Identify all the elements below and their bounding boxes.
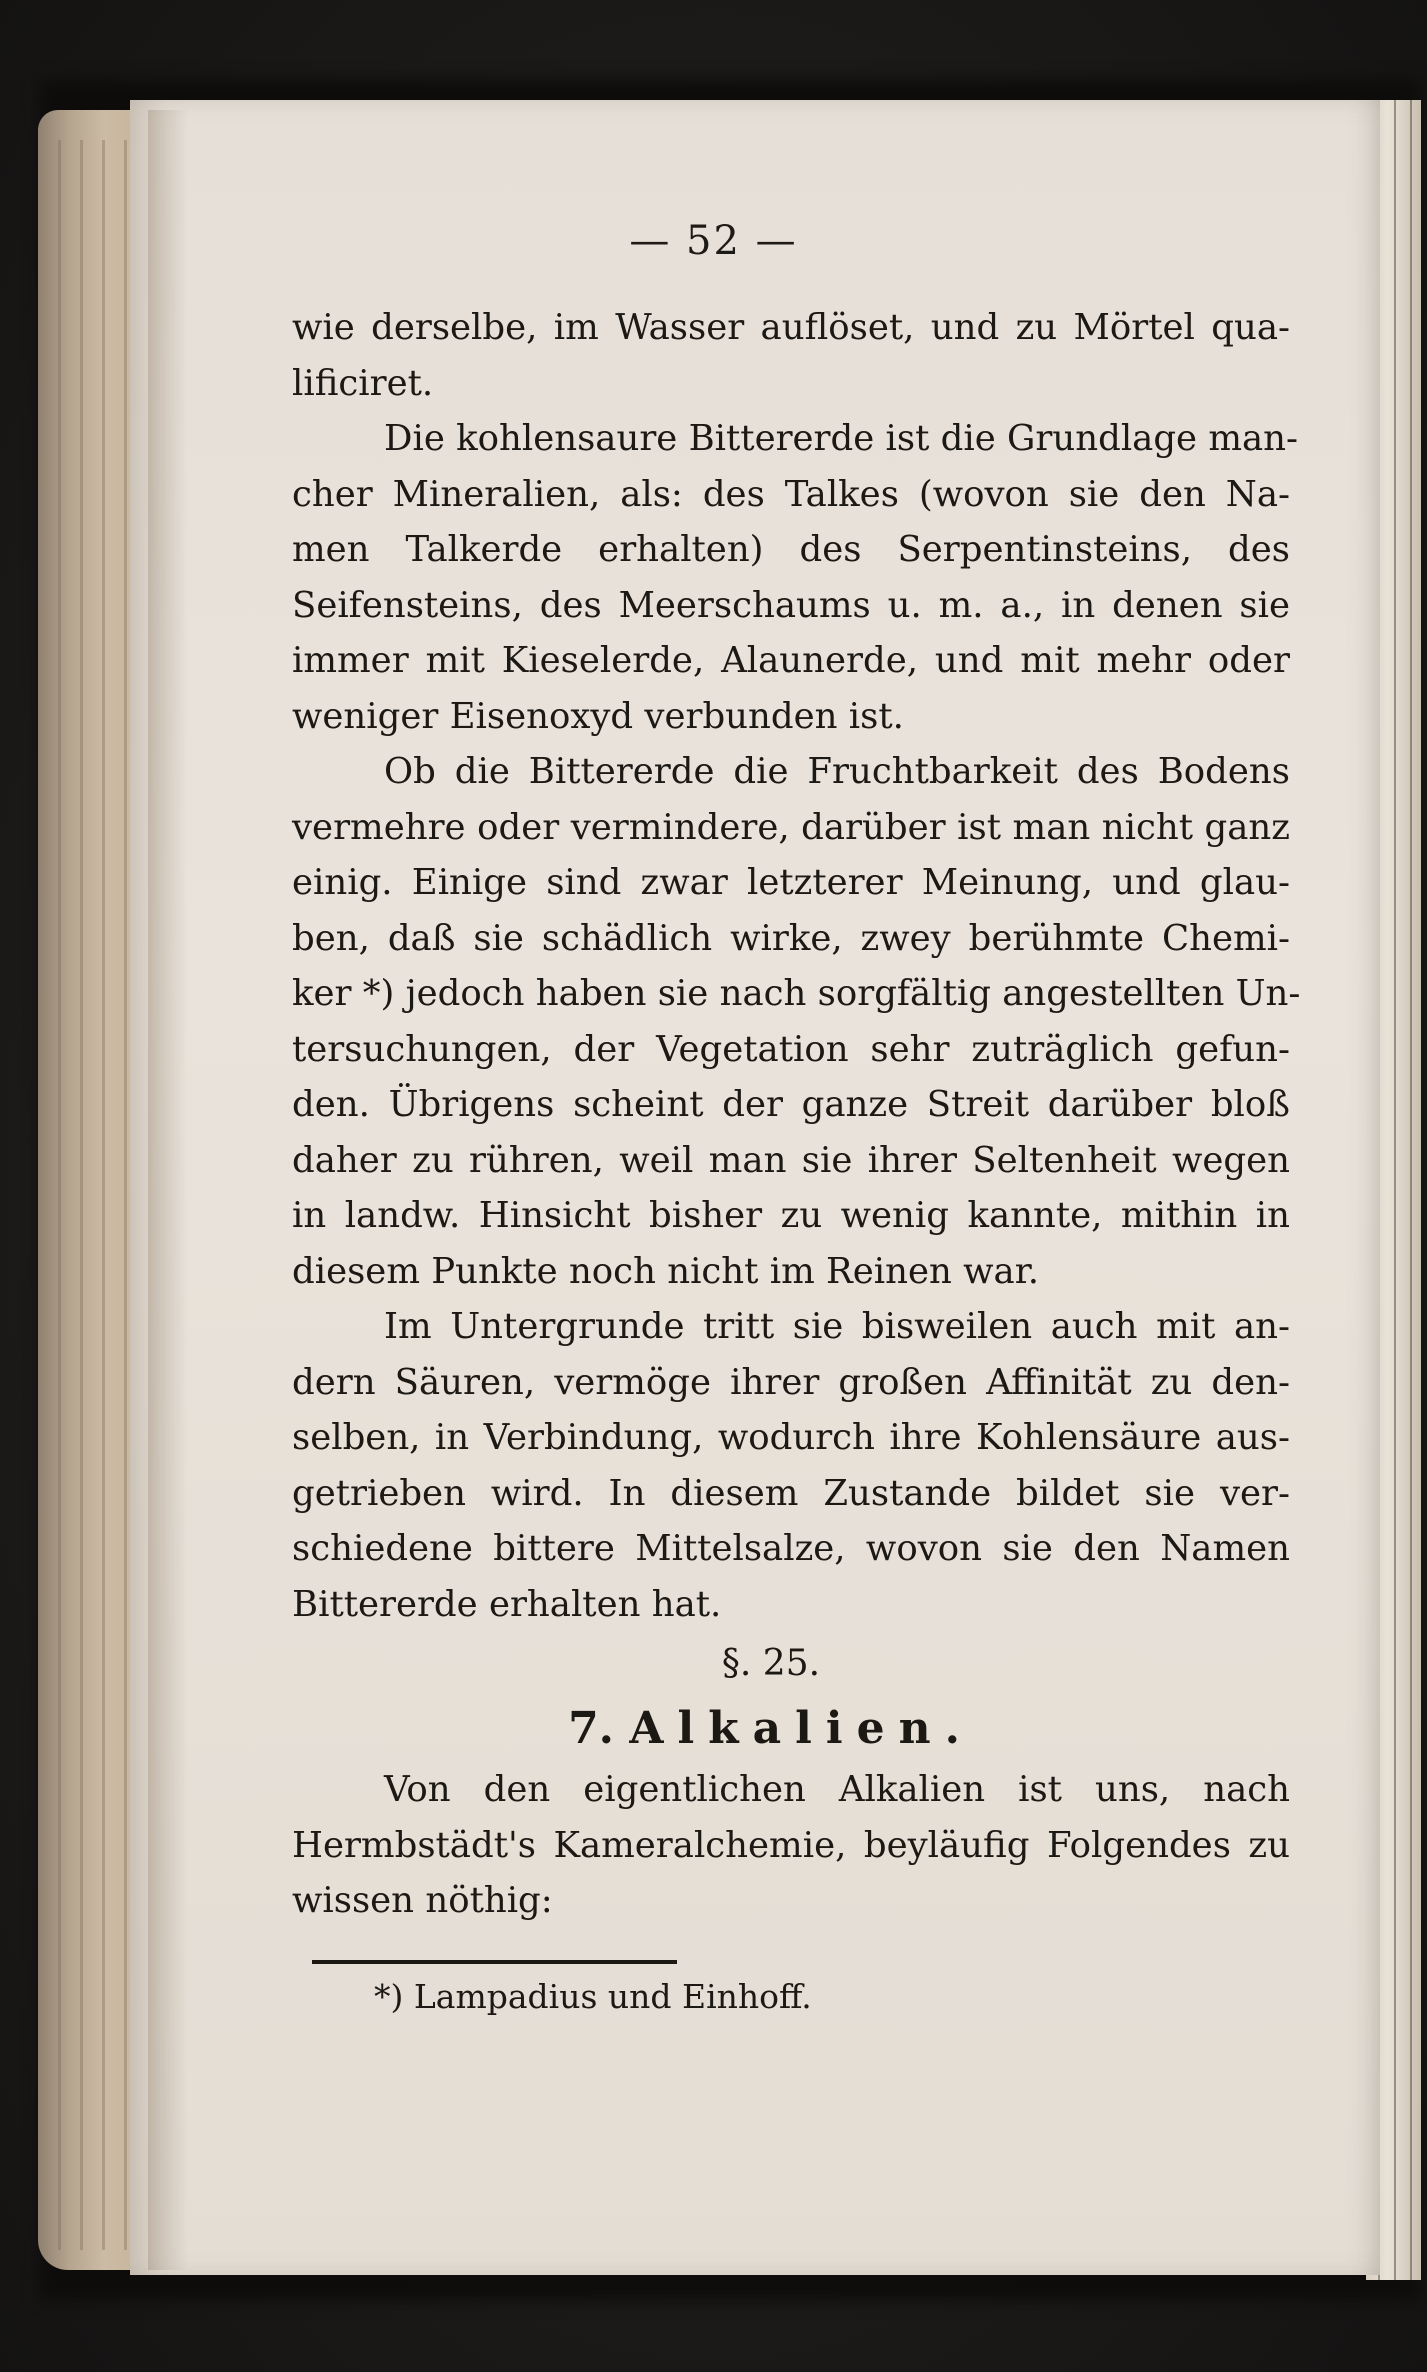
text-line: weniger Eisenoxyd verbunden ist.	[292, 695, 904, 737]
text-line: Ob die Bittererde die Fruchtbarkeit des Bodens	[384, 751, 1290, 792]
text-line: ben, daß sie schädlich wirke, zwey berühmte Chemi-	[292, 917, 1290, 959]
page-body	[292, 300, 1301, 1929]
text-line: Hermbstädt's Kameralchemie, beyläufig Folgendes zu	[292, 1824, 1290, 1866]
footnote: *) Lampadius und Einhoff.	[374, 1977, 812, 2016]
page-gutter-shadow	[148, 110, 188, 2270]
text-line: Im Untergrunde tritt sie bisweilen auch mit an-	[384, 1306, 1290, 1347]
text-line: wie derselbe, im Wasser auflöset, und zu Mörtel qua-	[292, 307, 1290, 348]
text-line: daher zu rühren, weil man sie ihrer Seltenheit wegen	[292, 1139, 1290, 1181]
text-line: in landw. Hinsicht bisher zu wenig kannte, mithin in	[292, 1195, 1290, 1236]
section-number: §. 25.	[721, 1643, 821, 1684]
text-line: lificiret.	[292, 362, 434, 404]
text-line: selben, in Verbindung, wodurch ihre Kohlensäure aus-	[292, 1417, 1290, 1458]
footnote-divider	[312, 1960, 677, 1964]
text-line: men Talkerde erhalten) des Serpentinsteins, des	[292, 529, 1290, 570]
text-line: diesem Punkte noch nicht im Reinen war.	[292, 1250, 1040, 1292]
text-line: tersuchungen, der Vegetation sehr zuträglich gefun-	[292, 1028, 1290, 1070]
text-line: dern Säuren, vermöge ihrer großen Affinität zu den-	[292, 1361, 1290, 1403]
text-line: Seifensteins, des Meerschaums u. m. a., in denen sie	[292, 584, 1290, 626]
text-line: vermehre oder vermindere, darüber ist man nicht ganz	[292, 806, 1290, 848]
text-line: schiedene bittere Mittelsalze, wovon sie den Namen	[292, 1528, 1290, 1569]
section-title-number: 7.	[568, 1703, 614, 1754]
page-number: — 52 —	[629, 218, 798, 264]
text-line: Bittererde erhalten hat.	[292, 1583, 722, 1625]
text-line: getrieben wird. In diesem Zustande bildet sie ver-	[292, 1472, 1290, 1514]
text-line: einig. Einige sind zwar letzterer Meinung, und glau-	[292, 862, 1290, 903]
section-title	[292, 1696, 1290, 1762]
text-line: den. Übrigens scheint der ganze Streit darüber bloß	[292, 1084, 1290, 1125]
text-line: cher Mineralien, als: des Talkes (wovon sie den Na-	[292, 473, 1290, 515]
text-line: Die kohlensaure Bittererde ist die Grundlage man-	[384, 418, 1299, 459]
text-line: immer mit Kieselerde, Alaunerde, und mit mehr oder	[292, 640, 1290, 681]
text-line: ker *) jedoch haben sie nach sorgfältig angestellten Un-	[292, 973, 1301, 1014]
text-line: Von den eigentlichen Alkalien ist uns, nach	[384, 1769, 1290, 1810]
text-line: wissen nöthig:	[292, 1880, 553, 1921]
section-title-text: Alkalien.	[629, 1703, 974, 1754]
